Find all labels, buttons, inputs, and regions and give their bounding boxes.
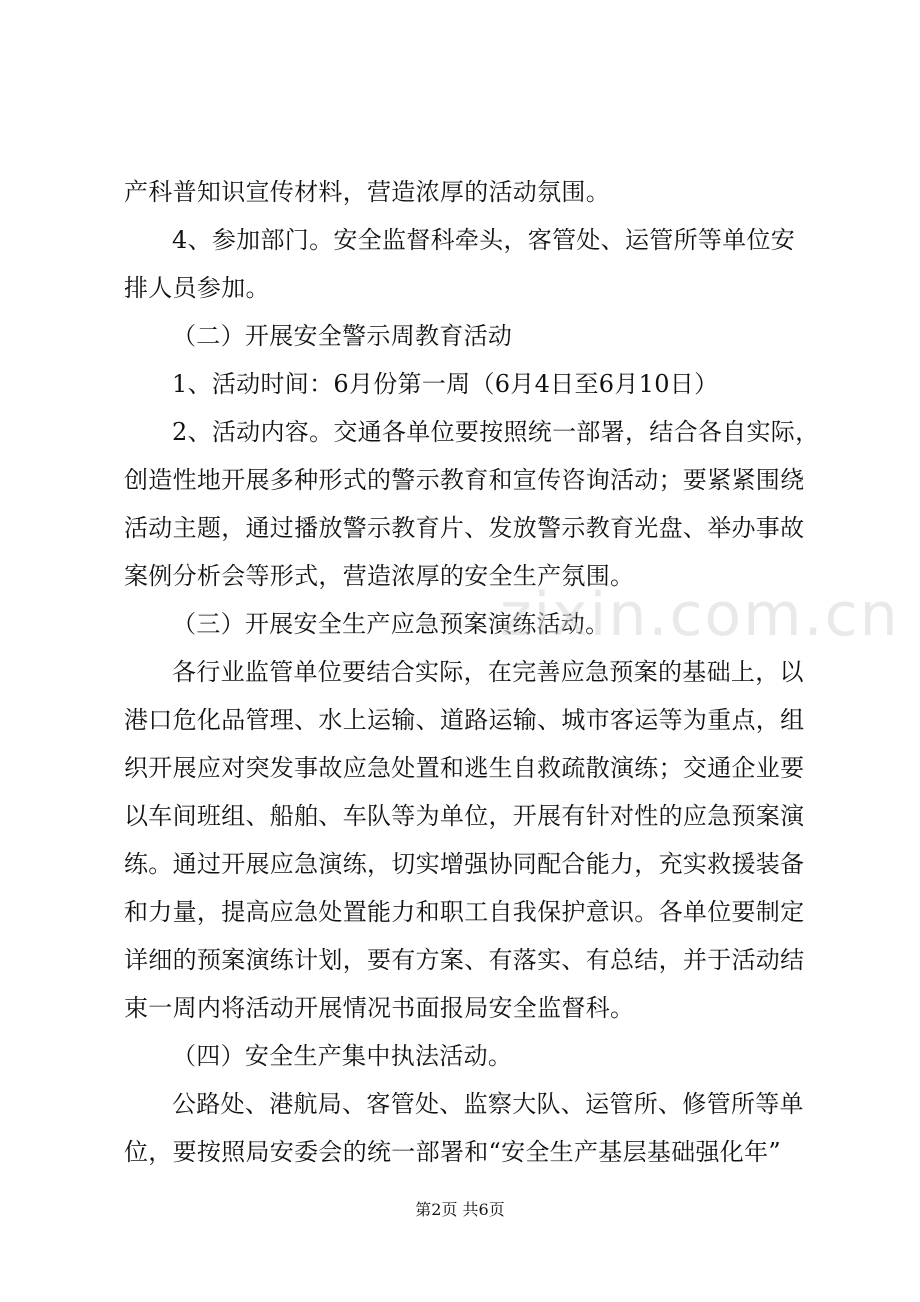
text-line-2: 4、参加部门。安全监督科牵头，客管处、运管所等单位安: [172, 226, 796, 254]
text-line-14: 以车间班组、船舶、车队等为单位，开展有针对性的应急预案演: [124, 802, 805, 830]
text-line-16: 和力量，提高应急处置能力和职工自我保护意识。各单位要制定: [124, 898, 805, 926]
text-line-11: 各行业监管单位要结合实际，在完善应急预案的基础上，以: [172, 658, 804, 686]
text-line-18: 束一周内将活动开展情况书面报局安全监督科。: [124, 994, 635, 1022]
text-line-13: 织开展应对突发事故应急处置和逃生自救疏散演练；交通企业要: [124, 754, 805, 782]
text-line-12: 港口危化品管理、水上运输、道路运输、城市客运等为重点，组: [124, 706, 805, 734]
text-line-1: 产科普知识宣传材料，营造浓厚的活动氛围。: [124, 178, 610, 206]
section-heading-3: （三）开展安全生产应急预案演练活动。: [172, 610, 610, 638]
text-line-20: 公路处、港航局、客管处、监察大队、运管所、修管所等单: [172, 1090, 804, 1118]
text-line-6: 2、活动内容。交通各单位要按照统一部署，结合各自实际，: [172, 418, 820, 446]
text-line-17: 详细的预案演练计划，要有方案、有落实、有总结，并于活动结: [124, 946, 805, 974]
text-line-8: 活动主题，通过播放警示教育片、发放警示教育光盘、举办事故: [124, 514, 805, 542]
page-footer: 第2页 共6页: [415, 1200, 505, 1219]
section-heading-2: （二）开展安全警示周教育活动: [172, 322, 513, 350]
text-line-15: 练。通过开展应急演练，切实增强协同配合能力，充实救援装备: [124, 850, 805, 878]
text-line-9: 案例分析会等形式，营造浓厚的安全生产氛围。: [124, 562, 635, 590]
section-heading-4: （四）安全生产集中执法活动。: [172, 1042, 513, 1070]
watermark: zixin.com.cn: [500, 580, 900, 650]
text-line-3: 排人员参加。: [124, 274, 270, 302]
text-line-21: 位，要按照局安委会的统一部署和“安全生产基层基础强化年”: [124, 1138, 781, 1166]
text-line-5: 1、活动时间：6月份第一周（6月4日至6月10日）: [172, 370, 719, 398]
text-line-7: 创造性地开展多种形式的警示教育和宣传咨询活动；要紧紧围绕: [124, 466, 805, 494]
